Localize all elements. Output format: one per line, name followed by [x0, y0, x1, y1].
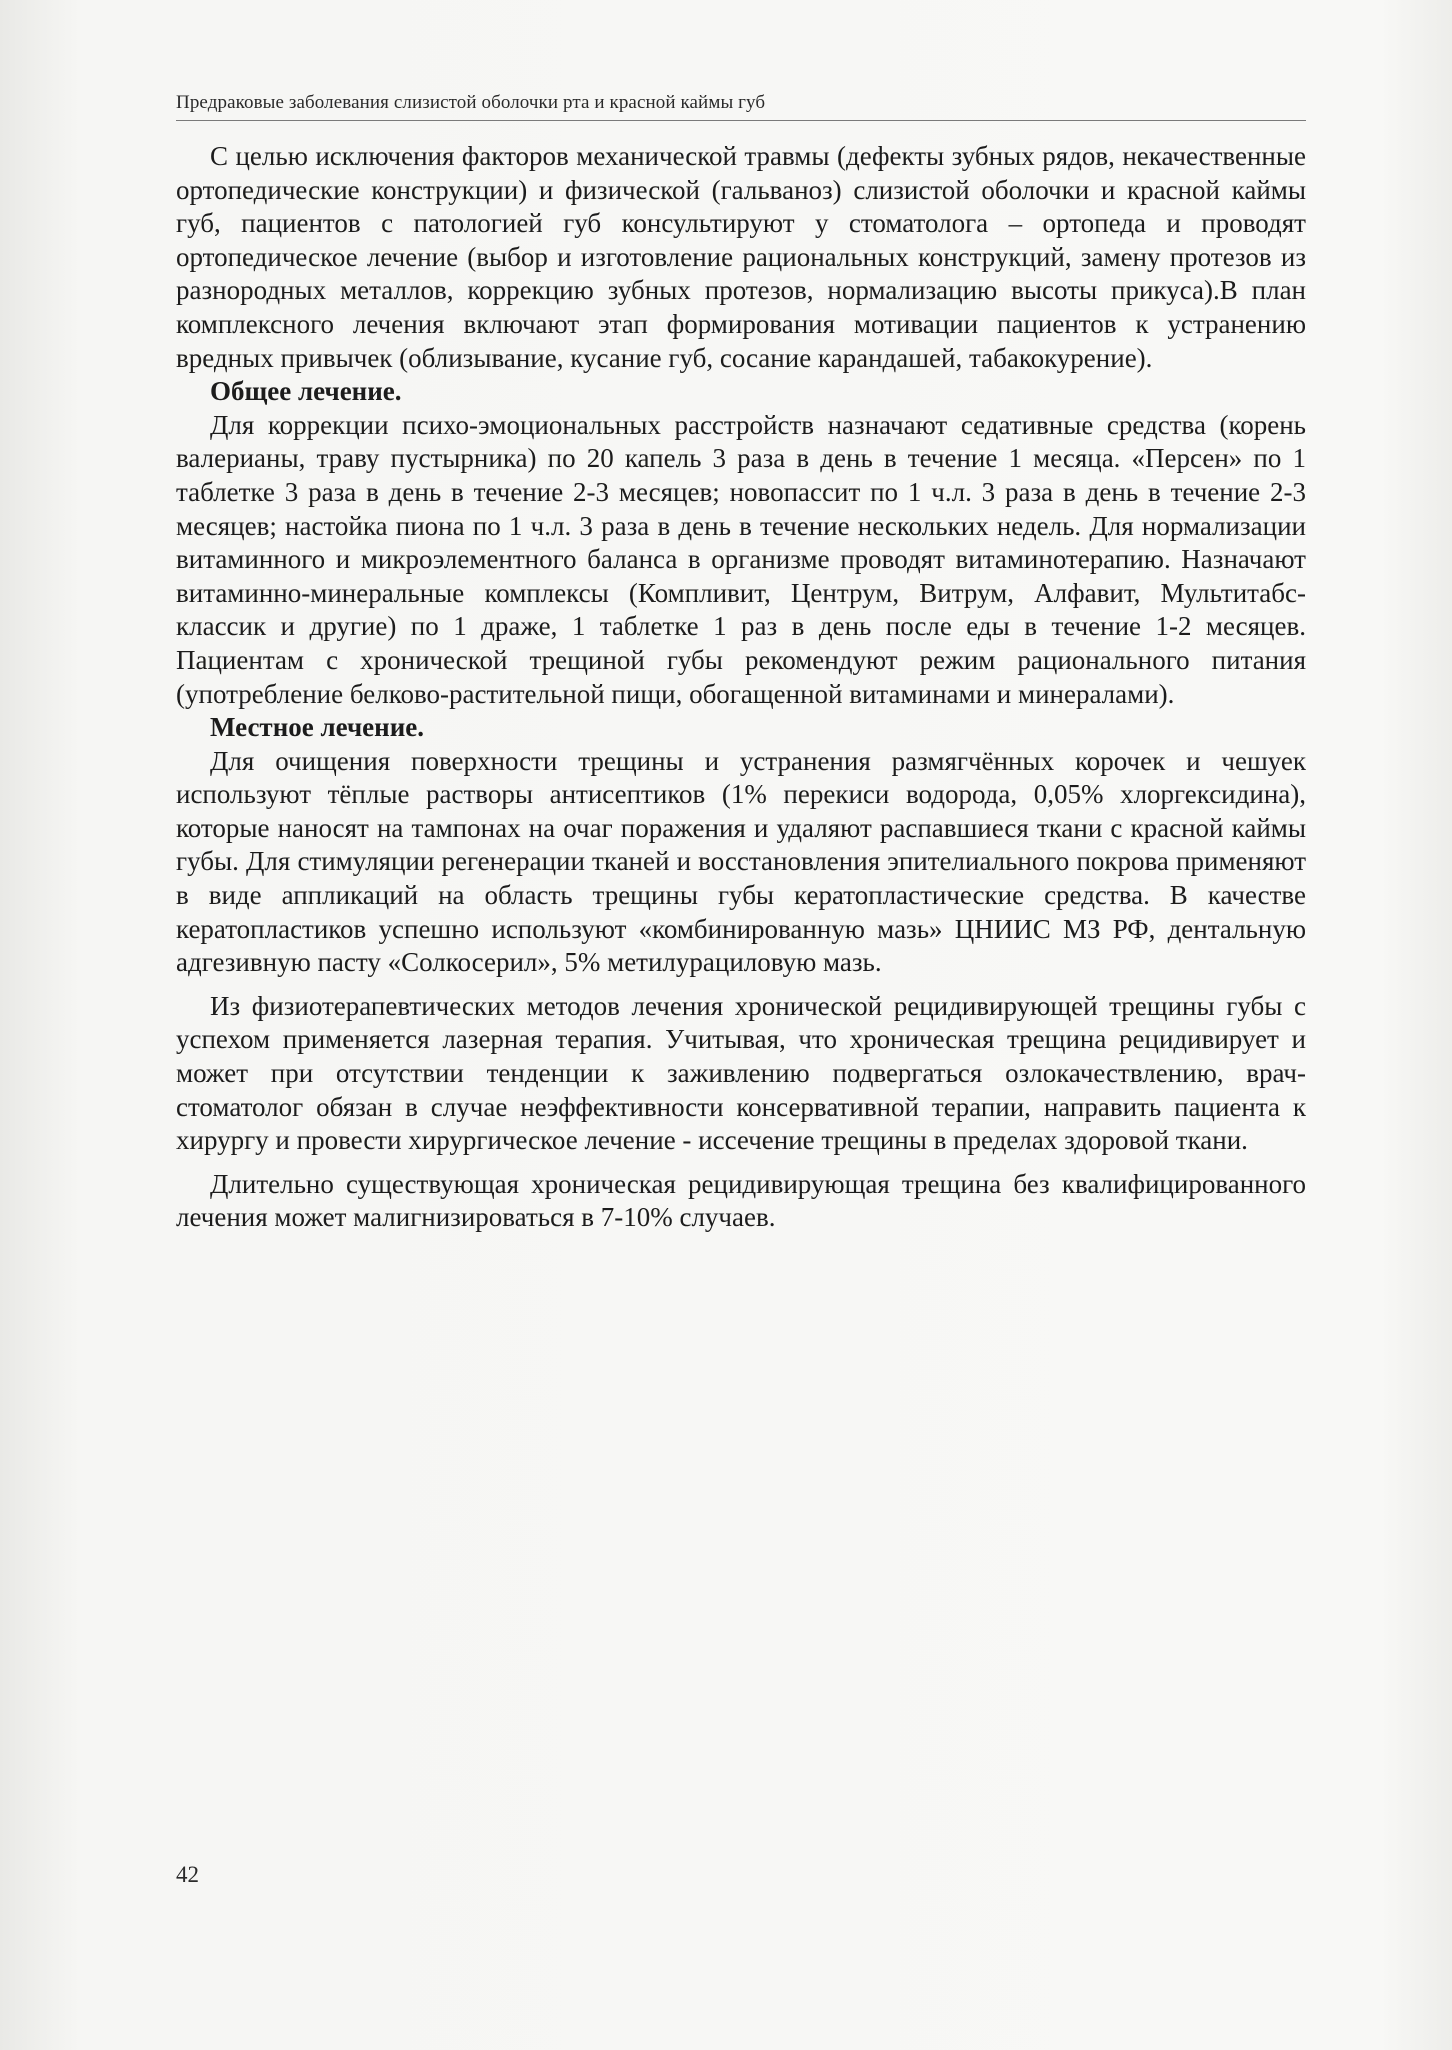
section-heading-local-treatment: Местное лечение. — [210, 712, 424, 743]
header-rule — [176, 120, 1306, 121]
paragraph: Для коррекции психо-эмоциональных расстройств назначают седативные средства (корень валерианы, траву пустырника) по 20 капель 3 раза в день в течение 1 месяца. «Персен» по 1 таблетке 3 раза в день в течение 2-3 месяцев; новопассит по 1 ч.л. 3 раза в день в течение 2-3 месяцев; настойка пиона по 1 ч.л. 3 раза в день в течение нескольких недель. Для нормализации витаминного и микроэлементного баланса в организме проводят витаминотерапию. Назначают витаминно-минеральные комплексы (Компливит, Центрум, Витрум, Алфавит, Мультитабс-классик и другие) по 1 драже, 1 таблетке 1 раз в день после еды в течение 1-2 месяцев. Пациентам с хронической трещиной губы рекомендуют режим рационального питания (употребление белково-растительной пищи, обогащенной витаминами и минералами). — [176, 409, 1306, 709]
paragraph: Из физиотерапевтических методов лечения хронической рецидивирующей трещины губы с успехом применяется лазерная терапия. Учитывая, что хроническая трещина рецидивирует и может при отсутствии тенденции к заживлению подвергаться озлокачествлению, врач- стоматолог обязан в случае неэффективности консервативной терапии, направить пациента к хирургу и провести хирургическое лечение - иссечение трещины в пределах здоровой ткани. — [176, 990, 1306, 1156]
paragraph: С целью исключения факторов механической травмы (дефекты зубных рядов, некачественные ортопедические конструкции) и физической (гальваноз) слизистой оболочки и красной каймы губ, пациентов с патологией губ консультируют у стоматолога – ортопеда и проводят ортопедическое лечение (выбор и изготовление рациональных конструкций, замену протезов из разнородных металлов, коррекцию зубных протезов, нормализацию высоты прикуса).В план комплексного лечения включают этап формирования мотивации пациентов к устранению вредных привычек (облизывание, кусание губ, сосание карандашей, табакокурение). — [176, 141, 1306, 373]
section-heading-general-treatment: Общее лечение. — [210, 376, 402, 407]
main-text — [176, 140, 1306, 1235]
paragraph: Длительно существующая хроническая рецидивирующая трещина без квалифицированного лечения может малигнизироваться в 7-10% случаев. — [176, 1168, 1306, 1233]
paragraph: Для очищения поверхности трещины и устранения размягчённых корочек и чешуек используют тёплые растворы антисептиков (1% перекиси водорода, 0,05% хлоргексидина), которые наносят на тампонах на очаг поражения и удаляют распавшиеся ткани с красной каймы губы. Для стимуляции регенерации тканей и восстановления эпителиального покрова применяют в виде аппликаций на область трещины губы кератопластические средства. В качестве кератопластиков успешно используют «комбинированную мазь» ЦНИИС МЗ РФ, дентальную адгезивную пасту «Солкосерил», 5% метилурациловую мазь. — [176, 745, 1306, 978]
page-number: 42 — [176, 1862, 199, 1887]
running-head: Предраковые заболевания слизистой оболочки рта и красной каймы губ — [176, 92, 766, 113]
